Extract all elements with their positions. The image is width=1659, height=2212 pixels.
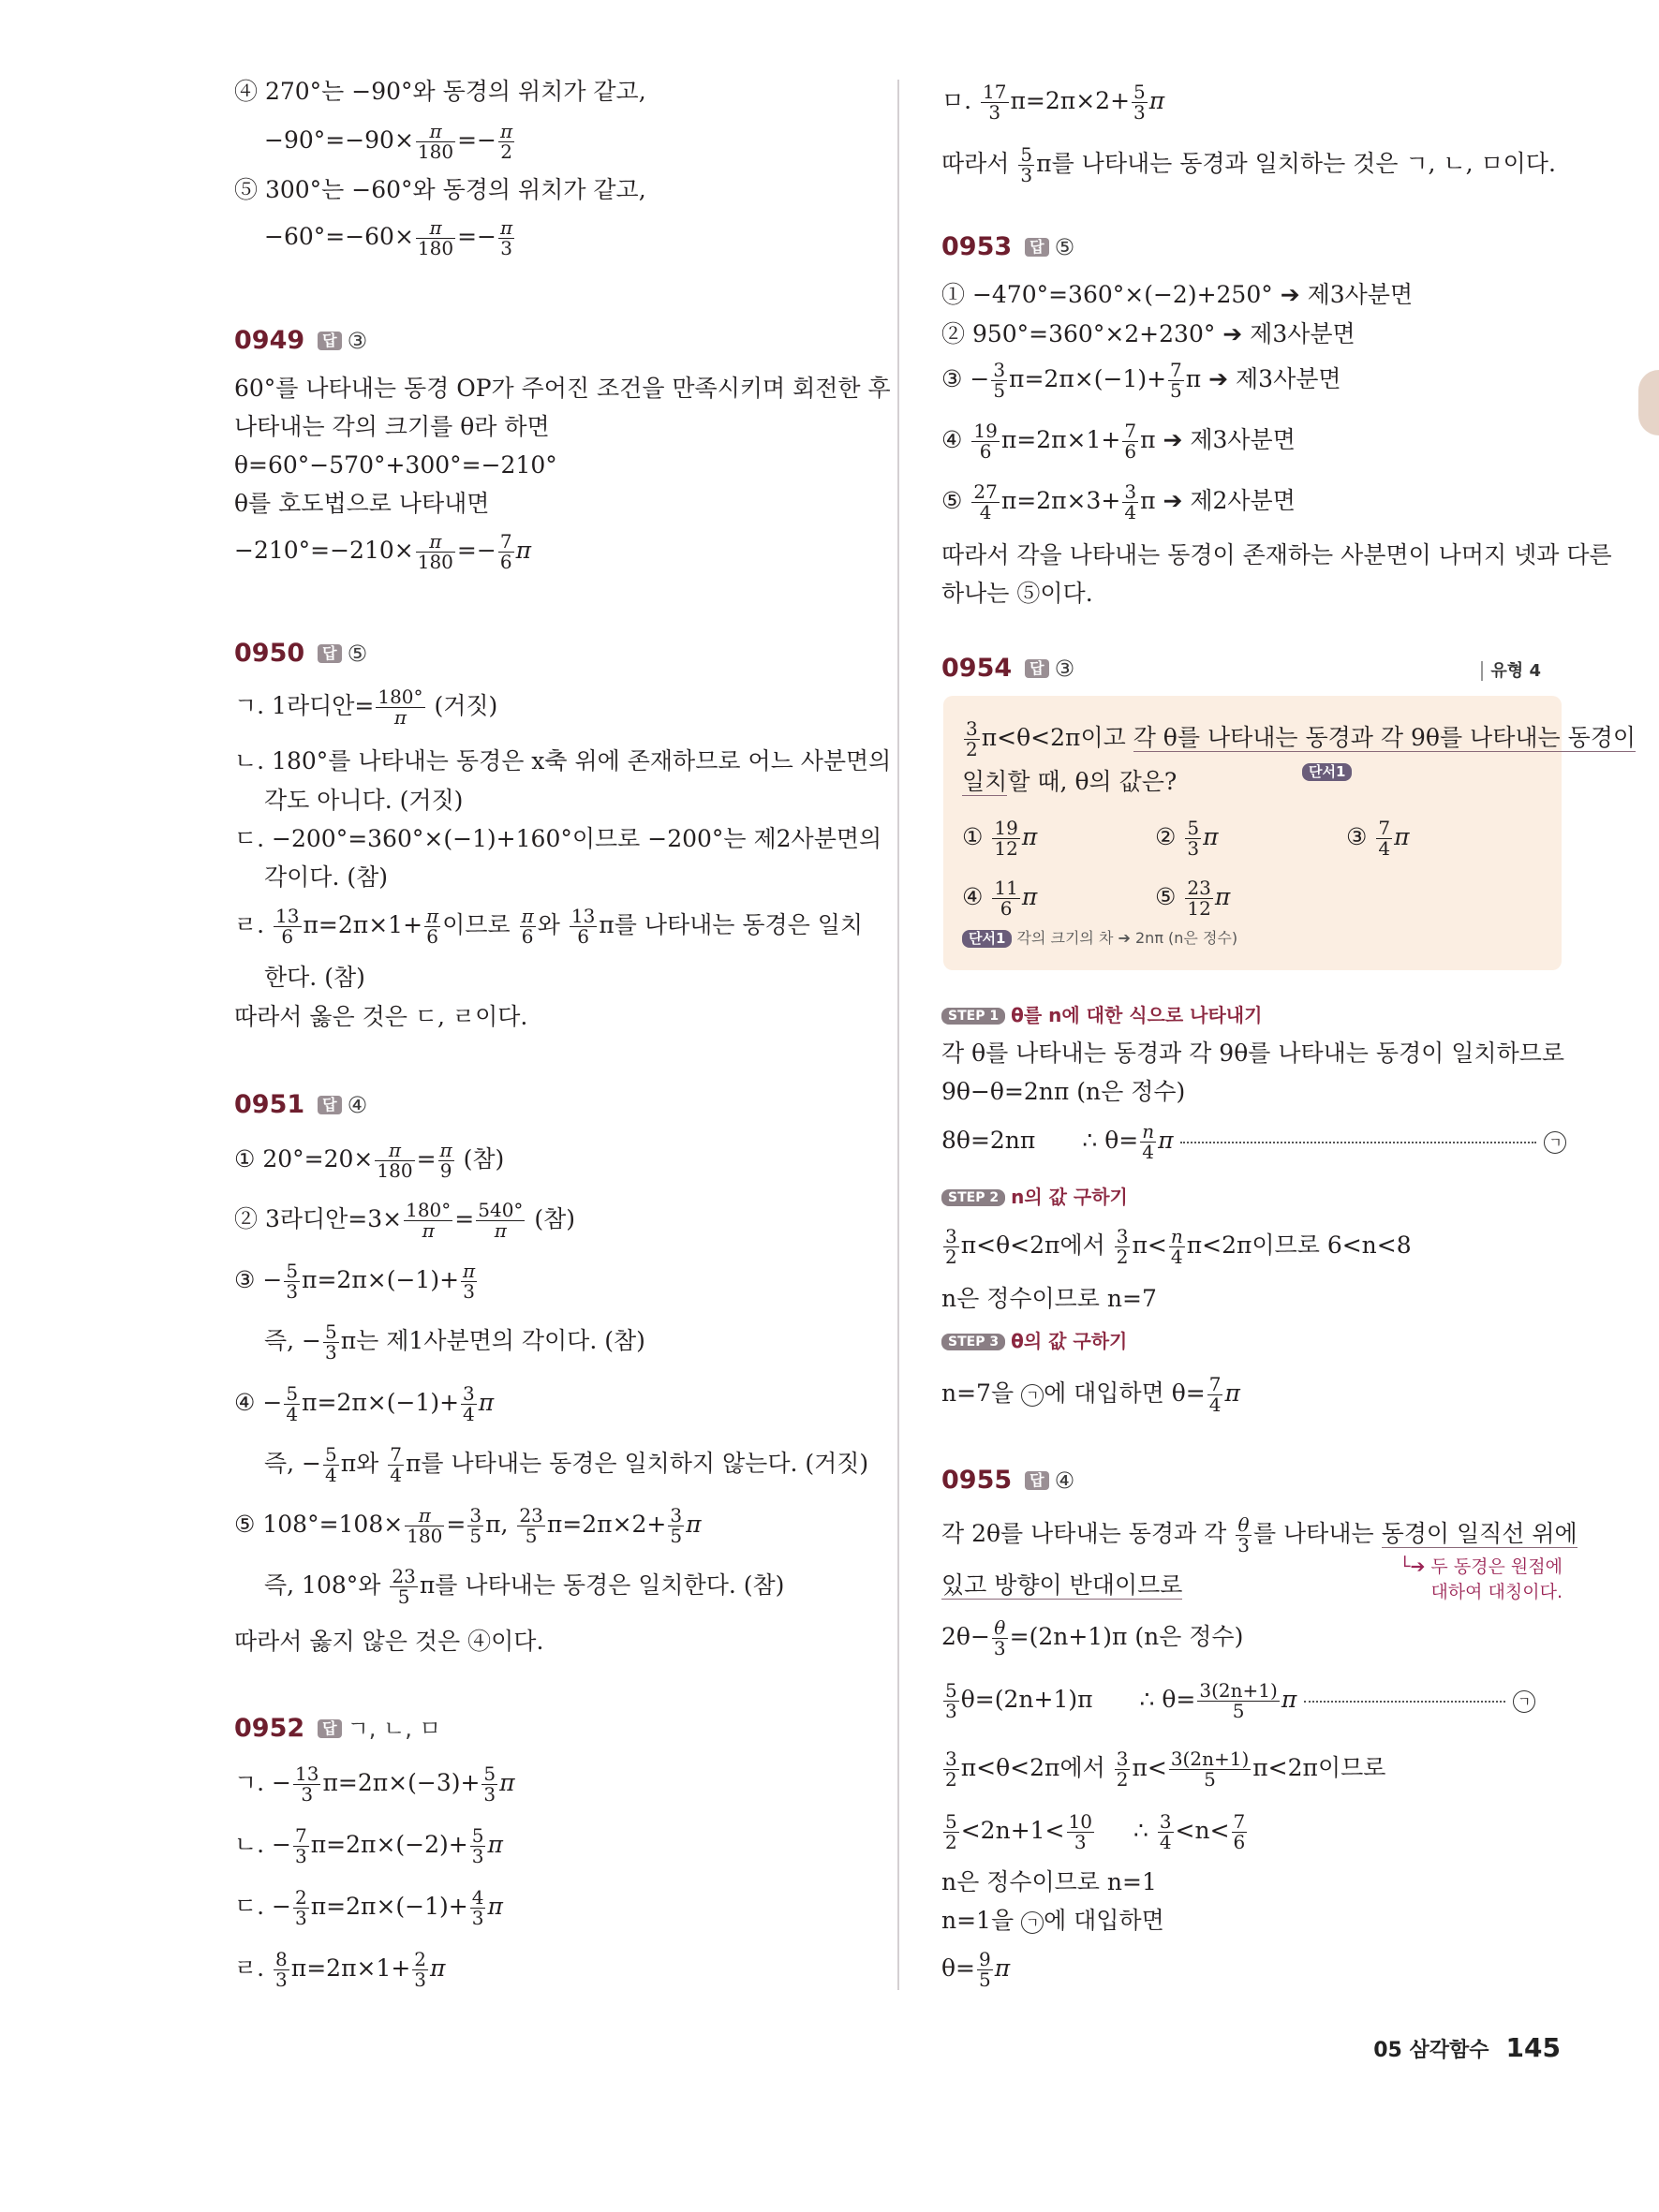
eq-minus60: −60°=−60× $\frac{\pi}{180}$ =− $\frac{\pi}{3}$ (264, 216, 513, 259)
item-b: ㄴ. 180°를 나타내는 동경은 x축 위에 존재하므로 어느 사분면의 (234, 747, 892, 774)
item-5: ⑤ $\frac{27}{4}$ π=2π×3+ $\frac{3}{4}$ π ➔ 제2사분면 (941, 480, 1296, 524)
problem-0951-header: 0951 답 ④ (234, 1090, 368, 1119)
problem-0954-header: 0954 답 ③ (941, 654, 1075, 683)
conclusion-cont: 하나는 ⑤이다. (941, 580, 1093, 607)
eq-2: $\frac{5}{3}$ θ=(2n+1)π ∴ θ= $\frac{3(2n+1)}{5}$ π ㄱ (941, 1681, 1560, 1721)
text: 9θ−θ=2nπ (n은 정수) (941, 1078, 1186, 1105)
line-270: ④ 270°는 −90°와 동경의 위치가 같고, (234, 78, 646, 105)
item-4: ④ − $\frac{5}{4}$ π=2π×(−1)+ $\frac{3}{4}$ π (234, 1382, 495, 1425)
item-1: ① 20°=20× $\frac{\pi}{180}$ = $\frac{\pi}{9}$ (참) (234, 1139, 505, 1182)
item-5-sub: 즉, 108°와 $\frac{23}{5}$ π를 나타내는 동경은 일치한다. (참) (264, 1565, 785, 1608)
problem-0955-header: 0955 답 ④ (941, 1466, 1075, 1495)
text: θ를 호도법으로 나타내면 (234, 490, 490, 517)
ineq: $\frac{3}{2}$ π<θ<2π에서 $\frac{3}{2}$ π< $\frac{n}{4}$ π<2π이므로 6<n<8 (945, 1225, 1412, 1268)
option-5: ⑤ $\frac{23}{12}$ π (1155, 877, 1231, 920)
page-number: 145 (1505, 2032, 1561, 2063)
eq-minus210: −210°=−210× $\frac{\pi}{180}$ =− $\frac{7}{6}$ π (234, 530, 531, 573)
text: n은 정수이므로 n=7 (941, 1285, 1157, 1312)
item-b-cont: 각도 아니다. (거짓) (264, 787, 464, 814)
eq-4: $\frac{5}{2}$ <2n+1< $\frac{10}{3}$ ∴ $\frac{3}{4}$ <n< $\frac{7}{6}$ (945, 1810, 1246, 1853)
eq-1: 2θ− $\frac{\theta}{3}$ =(2n+1)π (n은 정수) (941, 1616, 1244, 1659)
item-c-cont: 각이다. (참) (264, 863, 389, 891)
option-1: ① $\frac{19}{12}$ π (962, 817, 1038, 860)
side-note: └➔ 두 동경은 원점에 대하여 대칭이다. (1400, 1556, 1563, 1602)
left-column (234, 0, 892, 2212)
result: θ= $\frac{9}{5}$ π (941, 1948, 1011, 1991)
item-d-cont: 한다. (참) (264, 964, 365, 991)
result: n=7을 ㄱ 에 대입하면 θ= $\frac{7}{4}$ π (941, 1373, 1240, 1416)
chapter-side-tab (1638, 370, 1659, 435)
item-3: ③ − $\frac{5}{3}$ π=2π×(−1)+ $\frac{\pi}{3}$ (234, 1260, 476, 1303)
item-c: ㄷ. −200°=360°×(−1)+160°이므로 −200°는 제2사분면의 (234, 825, 882, 852)
item-2: ② 3라디안=3× $\frac{180^\circ}{\pi}$ = $\frac{540^\circ}{\pi}$ (참) (234, 1199, 576, 1242)
item-5: ⑤ 108°=108× $\frac{\pi}{180}$ = $\frac{3}{5}$ π, $\frac{23}{5}$ π=2π×2+ $\frac{3}{5}$ π (234, 1504, 702, 1547)
circle-mark: ㄱ (1544, 1131, 1566, 1154)
text: 각 2θ를 나타내는 동경과 각 $\frac{\theta}{3}$ 를 나타내는 동경이 일직선 위에 (941, 1513, 1578, 1556)
item-3: ③ − $\frac{3}{5}$ π=2π×(−1)+ $\frac{7}{5}$ π ➔ 제3사분면 (941, 359, 1341, 402)
type-label: 유형 4 (1481, 657, 1541, 682)
conclusion: 따라서 옳지 않은 것은 ④이다. (234, 1628, 544, 1655)
text: 각 θ를 나타내는 동경과 각 9θ를 나타내는 동경이 일치하므로 (941, 1040, 1565, 1067)
conclusion: 따라서 각을 나타내는 동경이 존재하는 사분면이 나머지 넷과 다른 (941, 541, 1612, 568)
text: n은 정수이므로 n=1 (941, 1868, 1157, 1895)
item-2: ② 950°=360°×2+230° ➔ 제3사분면 (941, 320, 1355, 347)
text: θ=60°−570°+300°=−210° (234, 451, 557, 479)
eq-3: $\frac{3}{2}$ π<θ<2π에서 $\frac{3}{2}$ π< $\frac{3(2n+1)}{5}$ π<2π이므로 (945, 1747, 1386, 1791)
item-ma: ㅁ. $\frac{17}{3}$ π=2π×2+ $\frac{5}{3}$ π (941, 81, 1165, 124)
eq-minus90: −90°=−90× $\frac{\pi}{180}$ =− $\frac{\pi}{2}$ (264, 120, 513, 163)
problem-0952-header: 0952 답 ㄱ, ㄴ, ㅁ (234, 1714, 441, 1743)
item-3-sub: 즉, − $\frac{5}{3}$ π는 제1사분면의 각이다. (참) (264, 1320, 645, 1364)
text: 있고 방향이 반대이므로 (941, 1571, 1183, 1599)
eq-theta: 8θ=2nπ ∴ θ= $\frac{n}{4}$ π ㄱ (941, 1122, 1560, 1162)
item-a: ㄱ. 1라디안= $\frac{180^\circ}{\pi}$ (거짓) (234, 686, 498, 729)
step-2-title: STEP 2 n의 값 구하기 (941, 1184, 1128, 1207)
option-4: ④ $\frac{11}{6}$ π (962, 877, 1038, 920)
option-3: ③ $\frac{7}{4}$ π (1346, 817, 1410, 860)
item-4-sub: 즉, − $\frac{5}{4}$ π와 $\frac{7}{4}$ π를 나타내는 동경은 일치하지 않는다. (거짓) (264, 1443, 869, 1486)
question-line-1: $\frac{3}{2}$ π<θ<2π이고 각 θ를 나타내는 동경과 각 9θ를 나타내는 동경이 (966, 717, 1637, 760)
item-da: ㄷ. − $\frac{2}{3}$ π=2π×(−1)+ $\frac{4}{3}$ π (234, 1886, 503, 1929)
problem-0950-header: 0950 답 ⑤ (234, 639, 368, 668)
step-1-title: STEP 1 θ를 n에 대한 식으로 나타내기 (941, 1002, 1262, 1025)
chapter-title: 05 삼각함수 (1373, 2039, 1489, 2062)
clue-line: 단서1 각의 크기의 차 ➔ 2nπ (n은 정수) (962, 930, 1237, 948)
problem-0953-header: 0953 답 ⑤ (941, 232, 1075, 261)
option-2: ② $\frac{5}{3}$ π (1155, 817, 1219, 860)
item-d: ㄹ. $\frac{13}{6}$ π=2π×1+ $\frac{\pi}{6}$ 이므로 $\frac{\pi}{6}$ 와 $\frac{13}{6}$ π를 나타내는 동경은 일치 (234, 905, 864, 948)
item-ga: ㄱ. − $\frac{13}{3}$ π=2π×(−3)+ $\frac{5}{3}$ π (234, 1762, 515, 1806)
question-line-2: 일치할 때, θ의 값은? (962, 768, 1178, 795)
right-column (941, 0, 1637, 2212)
text: 나타내는 각의 크기를 θ라 하면 (234, 413, 550, 440)
text: 60°를 나타내는 동경 OP가 주어진 조건을 만족시키며 회전한 후 (234, 375, 891, 402)
problem-0949-header: 0949 답 ③ (234, 326, 368, 355)
conclusion: 따라서 $\frac{5}{3}$ π를 나타내는 동경과 일치하는 것은 ㄱ, ㄴ, ㅁ이다. (941, 143, 1556, 186)
step-3-title: STEP 3 θ의 값 구하기 (941, 1328, 1127, 1351)
item-4: ④ $\frac{19}{6}$ π=2π×1+ $\frac{7}{6}$ π ➔ 제3사분면 (941, 420, 1296, 463)
item-na: ㄴ. − $\frac{7}{3}$ π=2π×(−2)+ $\frac{5}{3}$ π (234, 1824, 503, 1867)
text: n=1을 ㄱ 에 대입하면 (941, 1907, 1164, 1934)
page-footer (1373, 2032, 1561, 2063)
hint-tag: 단서1 (1302, 757, 1352, 781)
line-300: ⑤ 300°는 −60°와 동경의 위치가 같고, (234, 176, 646, 203)
column-divider (897, 80, 899, 1990)
item-ra: ㄹ. $\frac{8}{3}$ π=2π×1+ $\frac{2}{3}$ π (234, 1948, 446, 1991)
item-1: ① −470°=360°×(−2)+250° ➔ 제3사분면 (941, 281, 1414, 308)
conclusion: 따라서 옳은 것은 ㄷ, ㄹ이다. (234, 1003, 528, 1030)
